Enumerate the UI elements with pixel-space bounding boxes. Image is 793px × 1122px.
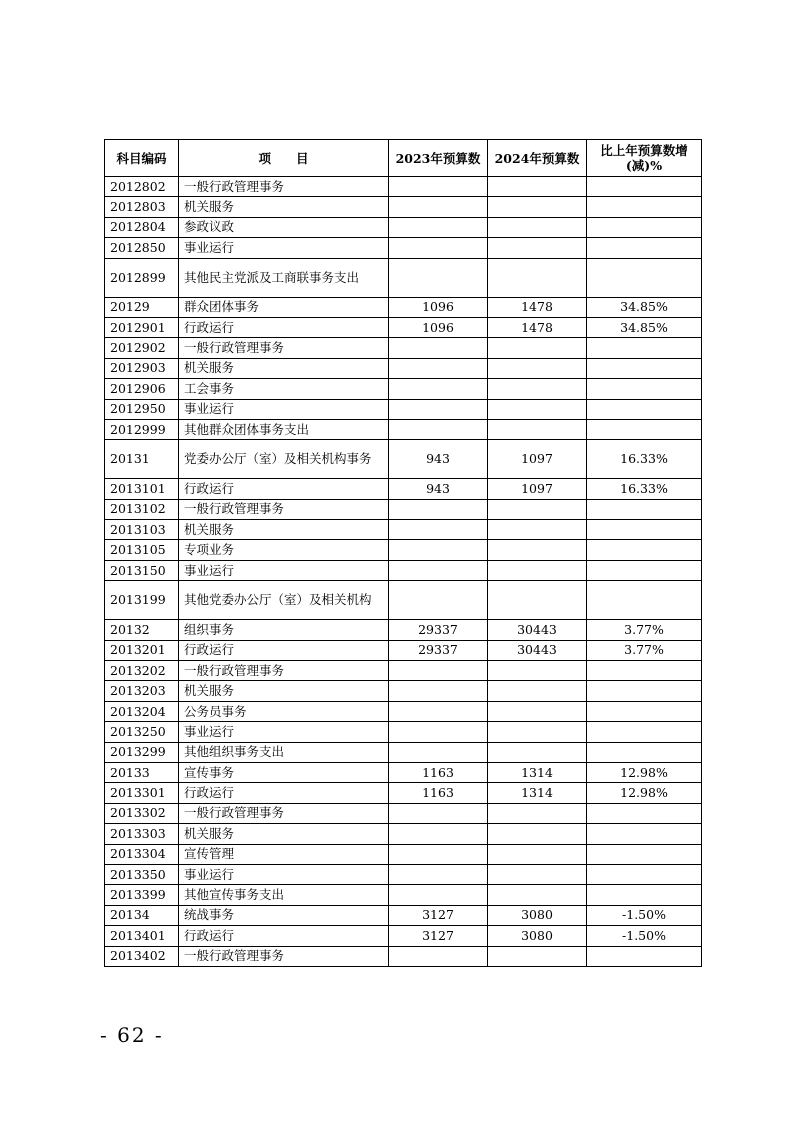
row-change-cell [587,540,702,560]
row-code-cell: 2013101 [105,479,179,499]
row-2023-cell [389,358,488,378]
row-2023-cell: 29337 [389,640,488,660]
row-2023-cell [389,520,488,540]
row-item-cell: 行政运行 [179,317,389,337]
table-row [105,844,702,864]
row-change-cell [587,338,702,358]
row-code-cell: 2013303 [105,824,179,844]
row-item-cell: 其他宣传事务支出 [179,885,389,905]
page-number: - 62 - [100,1023,164,1047]
row-2023-cell: 1096 [389,297,488,317]
row-code-cell: 20131 [105,440,179,479]
table-row [105,297,702,317]
row-item-cell: 宣传管理 [179,844,389,864]
row-change-cell [587,885,702,905]
row-change-cell [587,197,702,217]
row-change-cell [587,379,702,399]
row-code-cell: 2013299 [105,742,179,762]
row-item-cell: 事业运行 [179,238,389,258]
row-2023-cell [389,803,488,823]
table-row [105,379,702,399]
table-row [105,479,702,499]
row-2023-cell: 3127 [389,905,488,925]
row-item-cell: 其他民主党派及工商联事务支出 [179,258,389,297]
row-2023-cell [389,824,488,844]
row-change-cell: 12.98% [587,762,702,782]
row-2024-cell [488,177,587,197]
row-2024-cell [488,238,587,258]
row-2024-cell [488,661,587,681]
row-2023-cell [389,499,488,519]
row-item-cell: 其他群众团体事务支出 [179,419,389,439]
row-change-cell [587,358,702,378]
row-item-cell: 机关服务 [179,681,389,701]
table-row [105,864,702,884]
table-row [105,499,702,519]
row-2024-cell [488,399,587,419]
table-row [105,358,702,378]
row-change-cell [587,722,702,742]
row-2023-cell: 29337 [389,620,488,640]
row-code-cell: 2013304 [105,844,179,864]
row-code-cell: 2013102 [105,499,179,519]
row-2023-cell [389,661,488,681]
row-2024-cell: 30443 [488,620,587,640]
row-item-cell: 宣传事务 [179,762,389,782]
table-row [105,197,702,217]
table-row [105,440,702,479]
row-item-cell: 机关服务 [179,824,389,844]
row-2023-cell: 1163 [389,762,488,782]
row-2024-cell: 1478 [488,297,587,317]
row-item-cell: 机关服务 [179,358,389,378]
row-2024-cell [488,722,587,742]
row-2024-cell: 1314 [488,783,587,803]
table-row [105,905,702,925]
row-change-cell: -1.50% [587,905,702,925]
row-change-cell [587,824,702,844]
row-code-cell: 2012899 [105,258,179,297]
row-code-cell: 2013204 [105,701,179,721]
row-item-cell: 一般行政管理事务 [179,499,389,519]
row-item-cell: 一般行政管理事务 [179,338,389,358]
row-2024-cell [488,560,587,580]
row-item-cell: 行政运行 [179,479,389,499]
row-2024-cell [488,864,587,884]
row-2024-cell [488,197,587,217]
row-item-cell: 事业运行 [179,560,389,580]
row-code-cell: 2012950 [105,399,179,419]
row-item-cell: 事业运行 [179,399,389,419]
row-change-cell [587,217,702,237]
row-code-cell: 20129 [105,297,179,317]
row-code-cell: 2013199 [105,581,179,620]
row-code-cell: 2013301 [105,783,179,803]
row-2024-cell [488,419,587,439]
row-change-cell [587,844,702,864]
row-2023-cell [389,946,488,966]
row-code-cell: 2012901 [105,317,179,337]
table-row [105,803,702,823]
row-2023-cell [389,701,488,721]
row-change-cell: 3.77% [587,620,702,640]
row-item-cell: 其他组织事务支出 [179,742,389,762]
row-2023-cell: 1163 [389,783,488,803]
row-2024-cell: 30443 [488,640,587,660]
table-row [105,661,702,681]
row-item-cell: 专项业务 [179,540,389,560]
row-item-cell: 行政运行 [179,783,389,803]
row-code-cell: 2013202 [105,661,179,681]
row-2024-cell [488,379,587,399]
table-row [105,926,702,946]
row-code-cell: 20133 [105,762,179,782]
row-2024-cell: 1478 [488,317,587,337]
table-row [105,946,702,966]
row-code-cell: 20134 [105,905,179,925]
header-2024: 2024年预算数 [488,140,587,177]
row-change-cell [587,661,702,681]
row-change-cell [587,238,702,258]
row-2024-cell [488,540,587,560]
header-code: 科目编码 [105,140,179,177]
row-2024-cell [488,581,587,620]
header-item: 项 目 [179,140,389,177]
table-row [105,620,702,640]
table-row [105,742,702,762]
row-item-cell: 事业运行 [179,864,389,884]
row-code-cell: 2012850 [105,238,179,258]
row-2023-cell [389,844,488,864]
table-row [105,640,702,660]
row-item-cell: 一般行政管理事务 [179,803,389,823]
row-2023-cell [389,742,488,762]
row-code-cell: 2012902 [105,338,179,358]
row-2023-cell: 943 [389,479,488,499]
row-2024-cell [488,701,587,721]
row-2024-cell [488,499,587,519]
row-2024-cell [488,338,587,358]
row-change-cell [587,946,702,966]
table-row [105,783,702,803]
row-code-cell: 2012999 [105,419,179,439]
row-code-cell: 2013399 [105,885,179,905]
row-change-cell: -1.50% [587,926,702,946]
row-2024-cell: 1314 [488,762,587,782]
row-2024-cell [488,358,587,378]
table-row [105,177,702,197]
row-item-cell: 其他党委办公厅（室）及相关机构 [179,581,389,620]
row-2023-cell [389,258,488,297]
row-2024-cell [488,217,587,237]
row-code-cell: 2013203 [105,681,179,701]
row-2024-cell [488,742,587,762]
row-2023-cell [389,419,488,439]
row-2023-cell [389,864,488,884]
table-row [105,399,702,419]
row-item-cell: 事业运行 [179,722,389,742]
row-2023-cell [389,197,488,217]
row-2024-cell [488,803,587,823]
table-row [105,419,702,439]
row-change-cell: 3.77% [587,640,702,660]
table-row [105,317,702,337]
row-item-cell: 一般行政管理事务 [179,946,389,966]
row-2024-cell: 1097 [488,479,587,499]
row-2023-cell [389,681,488,701]
row-2023-cell [389,177,488,197]
row-change-cell: 16.33% [587,440,702,479]
row-2023-cell [389,722,488,742]
row-change-cell [587,701,702,721]
row-2024-cell: 3080 [488,926,587,946]
row-change-cell [587,560,702,580]
table-row [105,238,702,258]
row-code-cell: 2012804 [105,217,179,237]
row-change-cell [587,177,702,197]
row-code-cell: 20132 [105,620,179,640]
row-change-cell [587,499,702,519]
row-2023-cell [389,581,488,620]
row-item-cell: 党委办公厅（室）及相关机构事务 [179,440,389,479]
table-row [105,722,702,742]
table-row [105,885,702,905]
row-item-cell: 行政运行 [179,640,389,660]
table-row [105,540,702,560]
row-item-cell: 工会事务 [179,379,389,399]
row-item-cell: 机关服务 [179,520,389,540]
row-2023-cell: 943 [389,440,488,479]
row-change-cell [587,581,702,620]
row-change-cell: 34.85% [587,297,702,317]
row-2023-cell [389,560,488,580]
row-2024-cell [488,258,587,297]
row-code-cell: 2012906 [105,379,179,399]
row-change-cell: 34.85% [587,317,702,337]
table-row [105,338,702,358]
header-row [105,140,702,177]
row-code-cell: 2012802 [105,177,179,197]
row-code-cell: 2013401 [105,926,179,946]
table-row [105,560,702,580]
row-2024-cell: 3080 [488,905,587,925]
table-row [105,581,702,620]
row-item-cell: 群众团体事务 [179,297,389,317]
row-item-cell: 参政议政 [179,217,389,237]
row-change-cell: 12.98% [587,783,702,803]
row-2024-cell [488,681,587,701]
row-code-cell: 2013201 [105,640,179,660]
row-item-cell: 一般行政管理事务 [179,661,389,681]
row-change-cell [587,742,702,762]
table-row [105,681,702,701]
row-item-cell: 统战事务 [179,905,389,925]
row-code-cell: 2013250 [105,722,179,742]
table-row [105,520,702,540]
row-code-cell: 2013150 [105,560,179,580]
budget-table [104,139,702,967]
row-2023-cell [389,399,488,419]
row-2024-cell [488,824,587,844]
row-code-cell: 2012903 [105,358,179,378]
row-2024-cell [488,885,587,905]
table-row [105,762,702,782]
row-2023-cell [389,338,488,358]
table-row [105,701,702,721]
row-item-cell: 行政运行 [179,926,389,946]
table-row [105,824,702,844]
row-2024-cell [488,520,587,540]
header-change: 比上年预算数增(减)% [587,140,702,177]
table-row [105,217,702,237]
row-2024-cell [488,946,587,966]
row-item-cell: 机关服务 [179,197,389,217]
row-code-cell: 2013302 [105,803,179,823]
table-row [105,258,702,297]
header-2023: 2023年预算数 [389,140,488,177]
row-2024-cell [488,844,587,864]
row-2023-cell [389,540,488,560]
row-change-cell [587,681,702,701]
row-2023-cell [389,379,488,399]
row-2023-cell: 3127 [389,926,488,946]
row-item-cell: 一般行政管理事务 [179,177,389,197]
row-item-cell: 组织事务 [179,620,389,640]
row-2023-cell [389,238,488,258]
row-change-cell [587,399,702,419]
row-change-cell [587,803,702,823]
row-change-cell [587,258,702,297]
row-2023-cell [389,217,488,237]
row-code-cell: 2013350 [105,864,179,884]
row-code-cell: 2013402 [105,946,179,966]
row-item-cell: 公务员事务 [179,701,389,721]
row-2024-cell: 1097 [488,440,587,479]
row-change-cell [587,419,702,439]
row-code-cell: 2013105 [105,540,179,560]
row-2023-cell: 1096 [389,317,488,337]
row-change-cell [587,864,702,884]
row-code-cell: 2012803 [105,197,179,217]
row-code-cell: 2013103 [105,520,179,540]
row-2023-cell [389,885,488,905]
row-change-cell: 16.33% [587,479,702,499]
row-change-cell [587,520,702,540]
